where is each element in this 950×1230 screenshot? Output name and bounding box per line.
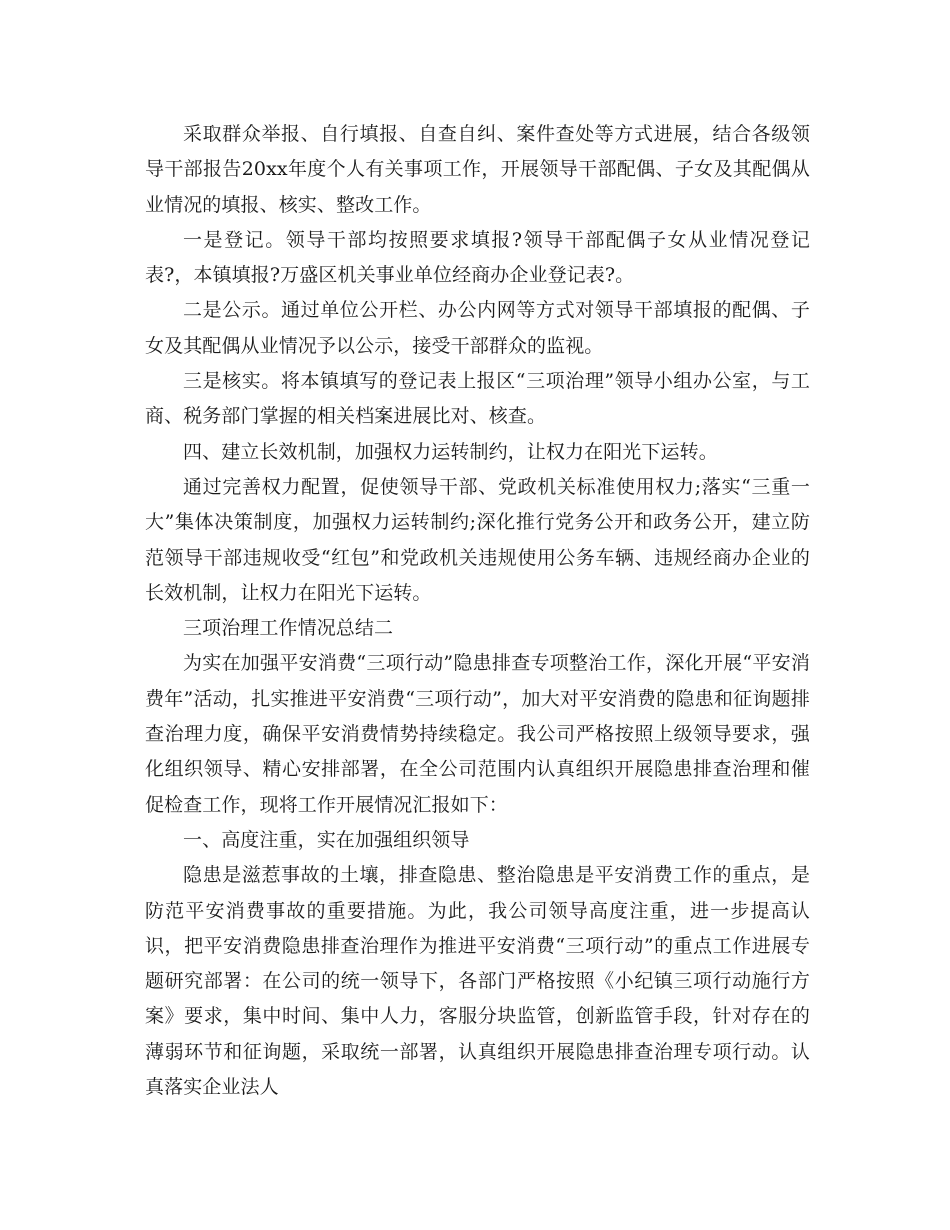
paragraph-4: 三是核实。将本镇填写的登记表上报区“三项治理”领导小组办公室，与工商、税务部门掌握的相关档案进展比对、核查。 — [145, 370, 810, 428]
paragraph-2: 一是登记。领导干部均按照要求填报?领导干部配偶子女从业情况登记表?，本镇填报?万盛区机关事业单位经商办企业登记表?。 — [145, 228, 810, 287]
paragraph-3: 二是公示。通过单位公开栏、办公内网等方式对领导干部填报的配偶、子女及其配偶从业情况予以公示，接受干部群众的监视。 — [145, 299, 810, 357]
document-body — [145, 117, 810, 1105]
paragraph-1: 采取群众举报、自行填报、自查自纠、案件查处等方式进展，结合各级领导干部报告20xx年度个人有关事项工作，开展领导干部配偶、子女及其配偶从业情况的填报、核实、整改工作。 — [145, 123, 810, 216]
paragraph-8: 为实在加强平安消费“三项行动”隐患排查专项整治工作，深化开展“平安消费年”活动，扎实推进平安消费“三项行动”，加大对平安消费的隐患和征询题排查治理力度，确保平安消费情势持续稳定。我公司严格按照上级领导要求，强化组织领导、精心安排部署，在全公司范围内认真组织开展隐患排查治理和催促检查工作，现将工作开展情况汇报如下： — [145, 652, 810, 816]
section-heading-long-term-mechanism: 四、建立长效机制，加强权力运转制约，让权力在阳光下运转。 — [183, 440, 718, 463]
section-heading-organization: 一、高度注重，实在加强组织领导 — [183, 828, 470, 851]
paragraph-6: 通过完善权力配置，促使领导干部、党政机关标准使用权力;落实“三重一大”集体决策制度，加强权力运转制约;深化推行党务公开和政务公开，建立防范领导干部违规收受“红包”和党政机关违规使用公务车辆、违规经商办企业的长效机制，让权力在阳光下运转。 — [145, 475, 810, 604]
paragraph-10: 隐患是滋惹事故的土壤，排查隐患、整治隐患是平安消费工作的重点，是防范平安消费事故的重要措施。为此，我公司领导高度注重，进一步提高认识，把平安消费隐患排查治理作为推进平安消费“三项行动”的重点工作进展专题研究部署：在公司的统一领导下，各部门严格按照《小纪镇三项行动施行方案》要求，集中时间、集中人力，客服分块监管，创新监管手段，针对存在的薄弱环节和征询题，采取统一部署，认真组织开展隐患排查治理专项行动。认真落实企业法人 — [145, 864, 810, 1099]
section-title-summary-two: 三项治理工作情况总结二 — [183, 617, 394, 640]
